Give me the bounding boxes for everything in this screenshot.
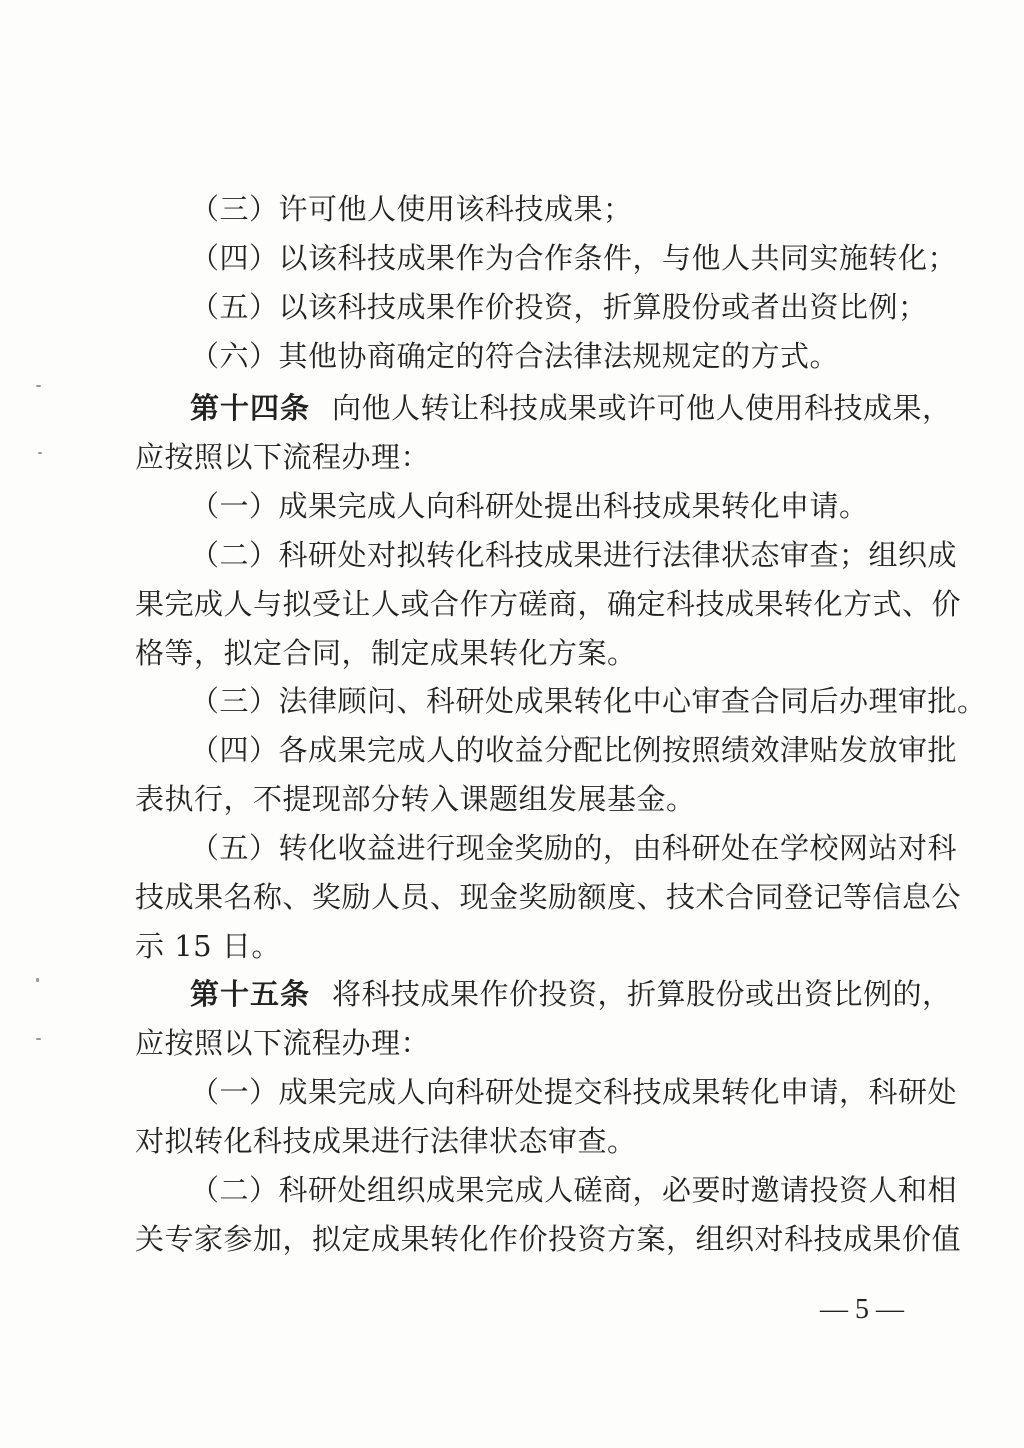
page-number: — 5 — xyxy=(820,1294,904,1325)
article-15-label: 第十五条 xyxy=(190,977,311,1011)
text-line: （四）以该科技成果作为合作条件，与他人共同实施转化； xyxy=(190,241,958,275)
text-line: 示 15 日。 xyxy=(135,929,281,963)
text-line: （一）成果完成人向科研处提出科技成果转化申请。 xyxy=(190,489,869,523)
scan-speck xyxy=(38,452,42,454)
text-line: （二）科研处组织成果完成人磋商，必要时邀请投资人和相 xyxy=(190,1173,958,1207)
text-line: （四）各成果完成人的收益分配比例按照绩效津贴发放审批 xyxy=(190,733,958,767)
article-14-heading-line xyxy=(0,391,1024,425)
text-line: （三）法律顾问、科研处成果转化中心审查合同后办理审批。 xyxy=(190,684,987,718)
text-line: 应按照以下流程办理： xyxy=(135,1026,431,1060)
article-15-text: 将科技成果作价投资，折算股份或出资比例的， xyxy=(332,977,952,1011)
text-line: 应按照以下流程办理： xyxy=(135,440,431,474)
text-line: 关专家参加，拟定成果转化作价投资方案，组织对科技成果价值 xyxy=(135,1222,962,1256)
text-line: 果完成人与拟受让人或合作方磋商，确定科技成果转化方式、价 xyxy=(135,587,962,621)
scan-speck xyxy=(36,1038,41,1040)
text-line: （六）其他协商确定的符合法律法规规定的方式。 xyxy=(190,339,840,373)
text-line: （二）科研处对拟转化科技成果进行法律状态审查；组织成 xyxy=(190,538,958,572)
text-line: 表执行，不提现部分转入课题组发展基金。 xyxy=(135,782,696,816)
text-line: （五）转化收益进行现金奖励的，由科研处在学校网站对科 xyxy=(190,831,958,865)
text-line: 技成果名称、奖励人员、现金奖励额度、技术合同登记等信息公 xyxy=(135,880,962,914)
text-line: （三）许可他人使用该科技成果； xyxy=(190,192,633,226)
text-line: （一）成果完成人向科研处提交科技成果转化申请，科研处 xyxy=(190,1075,958,1109)
scan-speck xyxy=(36,978,39,982)
text-line: 格等，拟定合同，制定成果转化方案。 xyxy=(135,636,637,670)
text-line: 对拟转化科技成果进行法律状态审查。 xyxy=(135,1124,637,1158)
article-14-label: 第十四条 xyxy=(190,391,311,425)
article-15-heading-line xyxy=(0,977,1024,1011)
article-14-text: 向他人转让科技成果或许可他人使用科技成果， xyxy=(332,391,952,425)
scan-speck xyxy=(36,385,41,387)
text-line: （五）以该科技成果作价投资，折算股份或者出资比例； xyxy=(190,290,928,324)
